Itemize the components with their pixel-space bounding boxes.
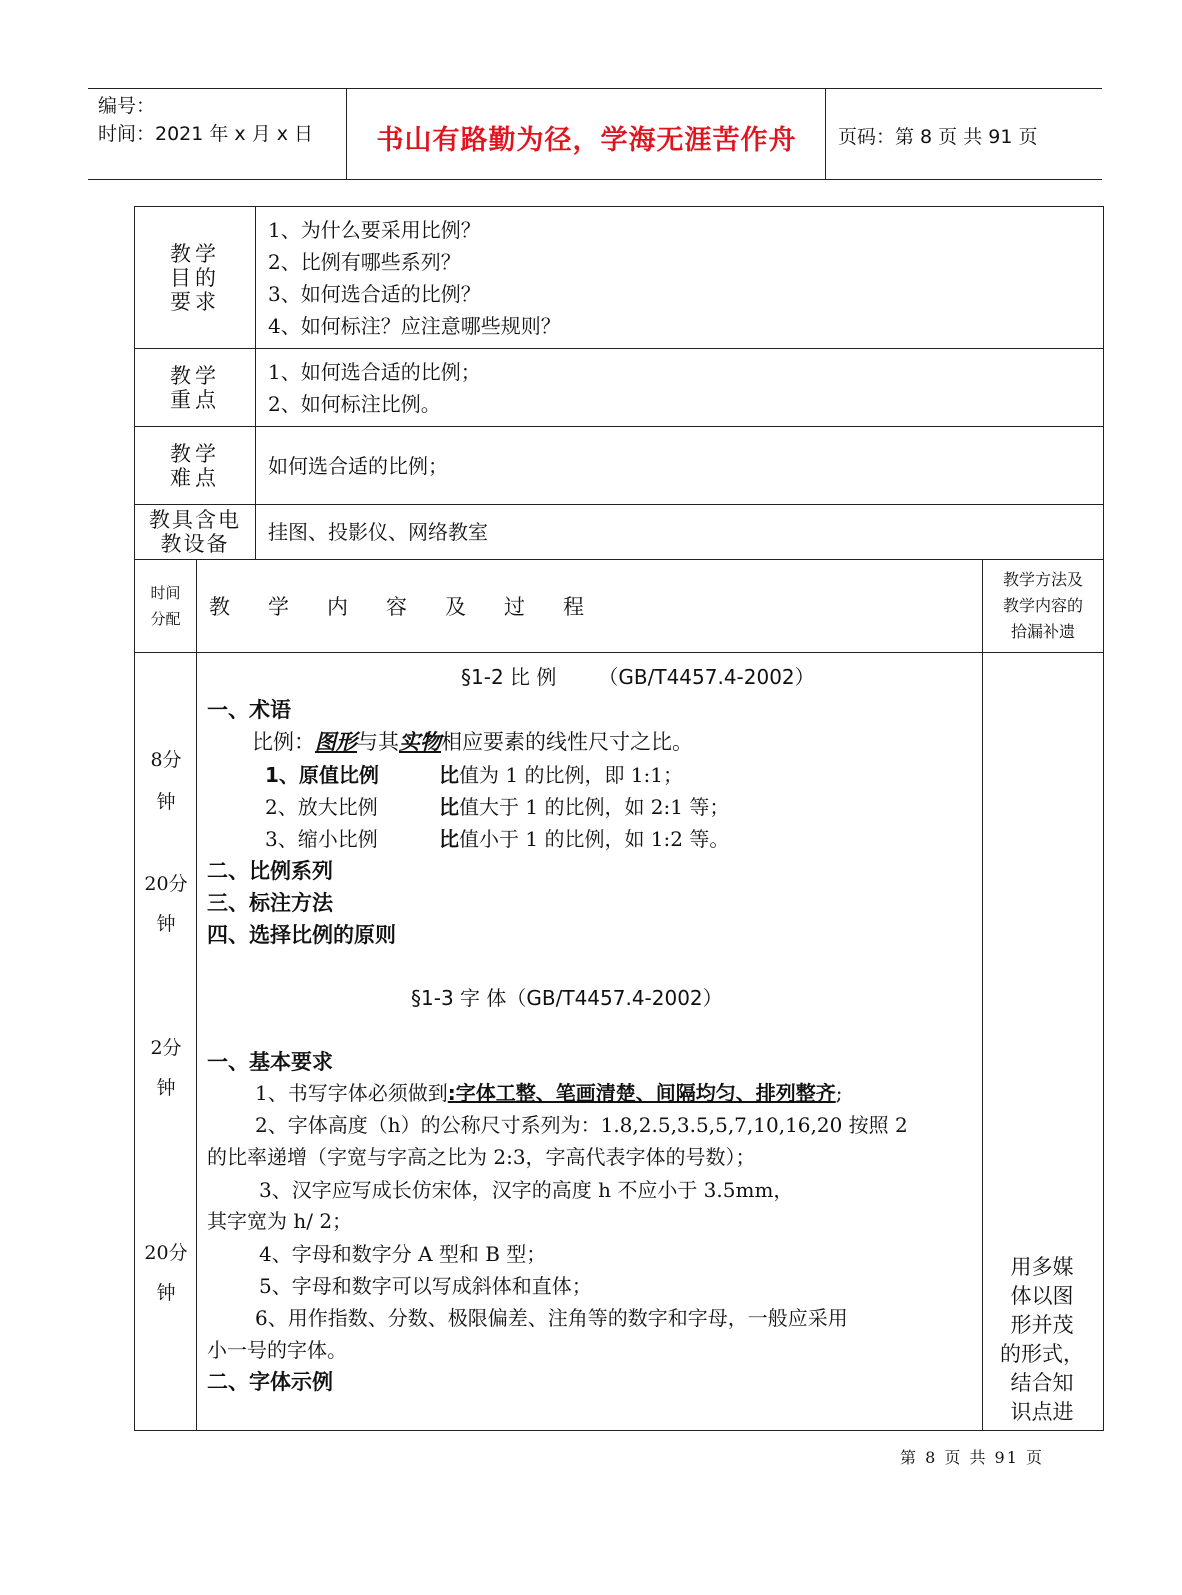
requirement-item: 5、字母和数字可以写成斜体和直体； [259, 1274, 592, 1298]
heading: 二、字体示例 [207, 1370, 333, 1394]
requirement-item: 3、汉字应写成长仿宋体，汉字的高度 h 不应小于 3.5mm， [259, 1178, 794, 1202]
key-points-label: 教学 重点 [135, 349, 256, 427]
key-points-row [135, 349, 1104, 427]
heading: 三、标注方法 [207, 891, 333, 915]
page-footer: 第 8 页 共 91 页 [900, 1448, 1044, 1467]
time-value: 20分 [144, 1242, 188, 1264]
key-points-list [256, 349, 1104, 427]
header-motto: 书山有路勤为径，学海无涯苦作舟 [376, 125, 797, 156]
equipment-row [135, 505, 1104, 560]
list-item: 1、如何选合适的比例； [268, 359, 481, 384]
requirement-item: 2、字体高度（h）的公称尺寸系列为：1.8,2.5,3.5,5,7,10,16,20 按照 2 [255, 1113, 908, 1137]
lesson-plan-table [134, 206, 1104, 1431]
time-unit: 钟 [156, 791, 176, 813]
section-title: §1-3 字 体（GB/T4457.4-2002） [411, 986, 723, 1010]
definition: 比例：图形与其实物相应要素的线性尺寸之比。 [252, 729, 693, 754]
time-column-header: 时间 分配 [135, 560, 197, 653]
method-column-header: 教学方法及 教学内容的 拾漏补遗 [983, 560, 1104, 653]
header-meta [98, 92, 313, 148]
list-item: 3、如何选合适的比例？ [268, 281, 481, 306]
header-bottom-rule [88, 179, 1102, 180]
header-top-rule [88, 88, 1102, 89]
ratio-desc: 比值大于 1 的比例，如 2:1 等； [439, 795, 730, 819]
lesson-content [197, 653, 983, 1431]
method-notes [983, 653, 1104, 1431]
heading: 一、基本要求 [207, 1050, 333, 1074]
requirement-item: 4、字母和数字分 A 型和 B 型； [259, 1242, 547, 1266]
time-allocation [135, 653, 197, 1431]
time-unit: 钟 [156, 1077, 176, 1099]
difficulties-text: 如何选合适的比例； [256, 427, 1104, 505]
date: 时间：2021 年 x 月 x 日 [98, 123, 314, 145]
difficulties-label: 教学 难点 [135, 427, 256, 505]
heading: 四、选择比例的原则 [207, 923, 396, 947]
heading: 一、术语 [207, 698, 291, 722]
equipment-text: 挂图、投影仪、网络教室 [256, 505, 1104, 560]
list-item: 2、比例有哪些系列？ [268, 249, 461, 274]
objectives-row [135, 207, 1104, 349]
list-item: 1、为什么要采用比例？ [268, 217, 481, 242]
requirement-item: 小一号的字体。 [207, 1338, 347, 1362]
time-unit: 钟 [156, 1282, 176, 1304]
side-note: 用多媒 体以图 形并茂 的形式， 结合知 识点进 [1000, 1255, 1084, 1424]
ratio-desc: 比值为 1 的比例，即 1:1； [439, 763, 683, 787]
serial-number: 编号： [98, 95, 156, 117]
content-row [135, 653, 1104, 1431]
ratio-term: 2、放大比例 [265, 795, 378, 819]
equipment-label: 教具含电 教设备 [135, 505, 256, 560]
list-item: 4、如何标注？应注意哪些规则？ [268, 313, 561, 338]
heading: 二、比例系列 [207, 859, 333, 883]
objectives-list [256, 207, 1104, 349]
time-value: 8分 [150, 749, 182, 771]
requirement-item: 1、书写字体必须做到:字体工整、笔画清楚、间隔均匀、排列整齐; [255, 1081, 843, 1105]
section-title: §1-2 比 例 （GB/T4457.4-2002） [461, 665, 815, 689]
ratio-term: 1、原值比例 [265, 763, 379, 787]
objectives-label: 教学 目的 要求 [135, 207, 256, 349]
header-divider [346, 88, 347, 180]
ratio-desc: 比值小于 1 的比例，如 1:2 等。 [439, 827, 730, 851]
requirement-item: 其字宽为 h/ 2； [207, 1209, 353, 1233]
content-column-header: 教学内容及过程 [197, 560, 983, 653]
requirement-item: 6、用作指数、分数、极限偏差、注角等的数字和字母，一般应采用 [255, 1306, 848, 1330]
header-divider [825, 88, 826, 180]
time-unit: 钟 [156, 913, 176, 935]
time-value: 2分 [150, 1037, 182, 1059]
column-header-row [135, 560, 1104, 653]
ratio-term: 3、缩小比例 [265, 827, 378, 851]
difficulties-row [135, 427, 1104, 505]
requirement-item: 的比率递增（字宽与字高之比为 2:3，字高代表字体的号数）； [207, 1145, 756, 1169]
time-value: 20分 [144, 873, 188, 895]
list-item: 2、如何标注比例。 [268, 391, 441, 416]
header-page-info: 页码：第 8 页 共 91 页 [838, 126, 1038, 148]
